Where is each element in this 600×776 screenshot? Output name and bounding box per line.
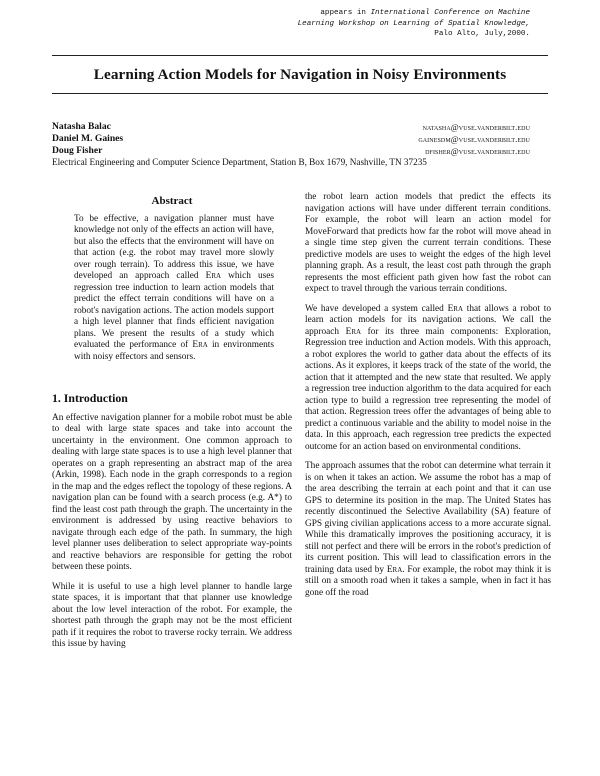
body-paragraph: the robot learn action models that predict the effects its navigation actions will have under different terrain conditions. For example, the robot will learn an action model for MoveForward that predicts how far the robot will move ahead in a single time step given the current terrain conditions. These predictive models are uses to weight the edges of the high level planning graph. As a result, the least cost path through the graph represents the most efficient path given how fast the robot can expect to travel through the various terrain conditions.: [305, 192, 551, 294]
body-paragraph: An effective navigation planner for a mobile robot must be able to deal with large state spaces and take into account the uncertainty in the environment. One common approach to dealing with large state spaces is to use a high level planner that operates on a graph representing an abstract map of the area (Arkin, 1998). Each node in the graph corresponds to a region in the map and the edges reflect the topology of these regions. A navigation plan can be found with a search process (e.g. A*) to find the least cost path through the graph. The uncertainty in the environment is addressed by using reactive behaviors to navigate through each edge of the path. In summary, the high level planner uses deliberation to select appropriate way-points and reactive behaviors are responsible for getting the robot between these points.: [52, 412, 292, 572]
author-email: dfisher@vuse.vanderbilt.edu: [425, 146, 530, 156]
publication-note-line-3: Palo Alto, July,2000.: [434, 30, 530, 38]
publication-note-line-2: Learning Workshop on Learning of Spatial Knowledge,: [297, 19, 530, 28]
abstract-heading: Abstract: [151, 195, 193, 207]
abstract-text: To be effective, a navigation planner must have knowledge not only of the effects an action will have, but also the effects that the environment will have on that action (e.g. the robot may travel more slowly over rough terrain). To address this issue, we have developed an approach called Era which uses regression tree induction to learn action models that predict the effect terrain conditions will have on a robot's navigation actions. The action models support a high level planner that finds efficient navigation plans. We present the results of a study which evaluated the performance of Era in environments with noisy effectors and sensors.: [74, 213, 274, 362]
publication-note: [230, 8, 530, 40]
author-email: gainesdm@vuse.vanderbilt.edu: [418, 134, 530, 144]
section-heading-introduction: 1. Introduction: [52, 391, 128, 405]
body-paragraph: We have developed a system called Era that allows a robot to learn action models for its navigation actions. We call the approach Era for its three main components: Exploration, Regression tree induction and Action models. With this approach, a robot explores the world to gather data about the effects of its actions. As it explores, it keeps track of the state of the world, the action that it attempted and the new state that resulted. We apply a regression tree induction algorithm to the data acquired for each action type to build a regression tree representing the model of that action. Regression trees offer the advantages of being able to predict a continuous variable and the ability to model noise in the data. In this approach, each regression tree predicts the expected outcome for an action based on environmental conditions.: [305, 303, 551, 452]
author-name: Natasha Balac: [52, 121, 111, 132]
author-block: [52, 121, 530, 157]
affiliation: Electrical Engineering and Computer Science Department, Station B, Box 1679, Nashville, TN 37235: [52, 157, 427, 167]
title-rule-top: [52, 55, 548, 56]
body-paragraph: While it is useful to use a high level planner to handle large state spaces, it is important that that planner use knowledge about the low level interaction of the robot. For example, the shortest path through the graph may not be the most efficient path if it requires the robot to traverse rocky terrain. We address this issue by having: [52, 581, 292, 649]
body-paragraph: The approach assumes that the robot can determine what terrain it is on when it takes an action. We assume the robot has a map of the area describing the terrain at each point and that it can use GPS to determine its position in the map. The United States has recently discontinued the Selective Availability (SA) feature of GPS giving civilian applications access to a more accurate signal. While this dramatically improves the positioning accuracy, it is still not perfect and there will be errors in the robot's prediction of its current position. This will lead to classification errors in the training data used by Era. For example, the robot may think it is still on a smooth road when it takes a sample, when in fact it has gone off the road: [305, 461, 551, 598]
right-column: [305, 192, 551, 607]
author-name: Daniel M. Gaines: [52, 133, 124, 144]
author-row: [52, 133, 530, 145]
title-rule-bottom: [52, 93, 548, 94]
publication-note-line-1: appears in International Conference on Machine: [320, 9, 530, 17]
author-name: Doug Fisher: [52, 145, 103, 156]
author-email: natasha@vuse.vanderbilt.edu: [422, 122, 530, 132]
author-row: [52, 121, 530, 133]
left-column: [52, 196, 292, 659]
paper-title: Learning Action Models for Navigation in Noisy Environments: [93, 66, 507, 83]
author-row: [52, 145, 530, 157]
